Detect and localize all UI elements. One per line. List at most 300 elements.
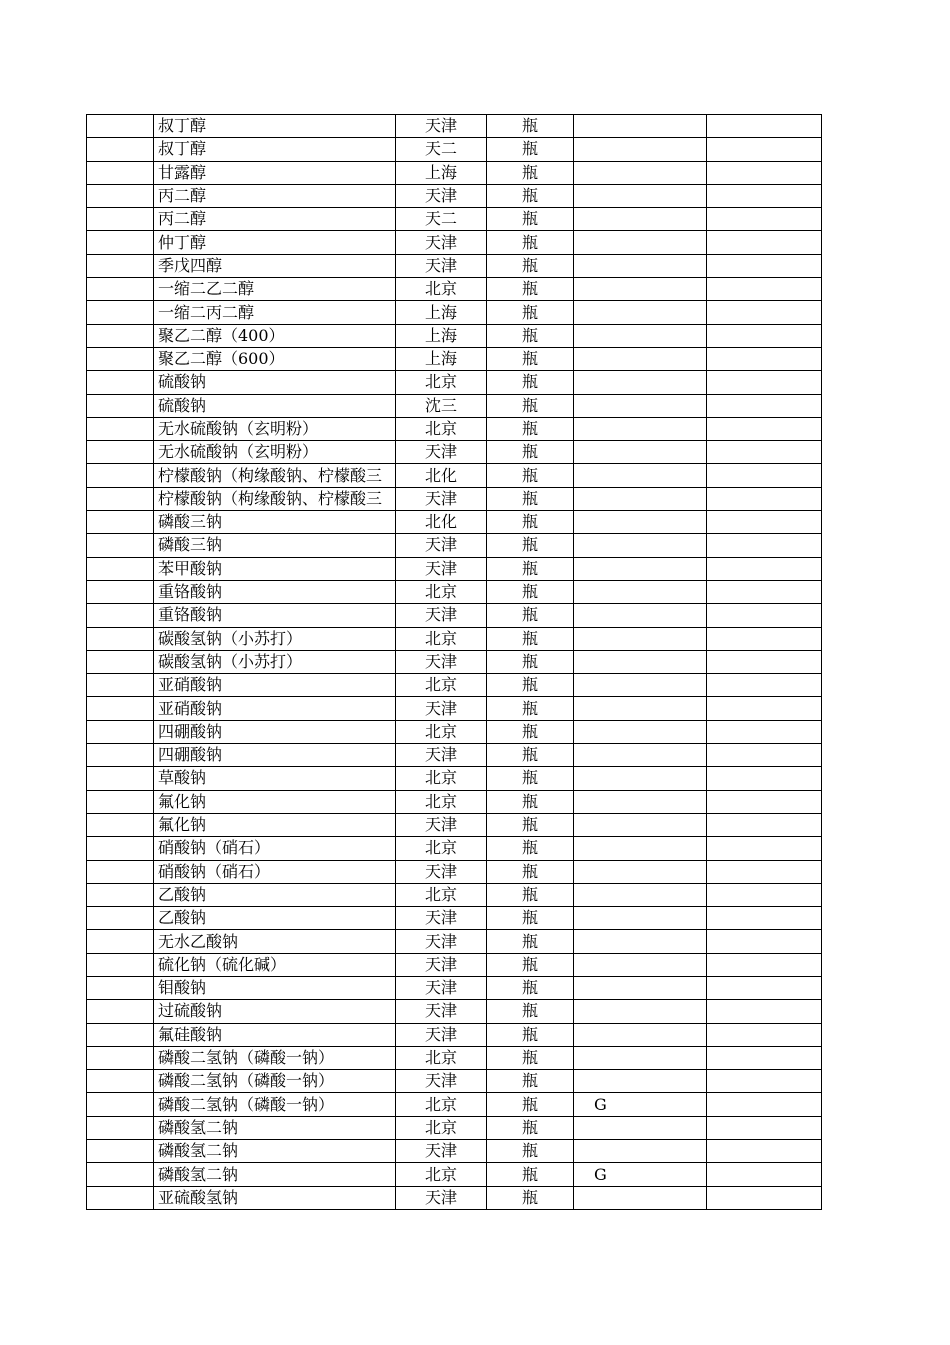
notes-cell — [707, 1116, 822, 1139]
notes-cell — [707, 674, 822, 697]
grade-mark-cell — [574, 278, 707, 301]
origin-cell: 北京 — [396, 767, 487, 790]
index-cell — [87, 813, 154, 836]
origin-cell: 天津 — [396, 650, 487, 673]
table-row — [87, 1116, 822, 1139]
unit-cell: 瓶 — [487, 511, 574, 534]
unit-cell: 瓶 — [487, 208, 574, 231]
reagent-name-cell: 仲丁醇 — [154, 231, 396, 254]
reagent-name-cell: 叔丁醇 — [154, 115, 396, 138]
origin-cell: 北京 — [396, 278, 487, 301]
origin-cell: 北京 — [396, 1046, 487, 1069]
reagent-name-cell: 氟化钠 — [154, 790, 396, 813]
table-row — [87, 511, 822, 534]
unit-cell: 瓶 — [487, 627, 574, 650]
grade-mark-cell — [574, 115, 707, 138]
table-row — [87, 417, 822, 440]
notes-cell — [707, 115, 822, 138]
unit-cell: 瓶 — [487, 697, 574, 720]
notes-cell — [707, 860, 822, 883]
unit-cell: 瓶 — [487, 324, 574, 347]
notes-cell — [707, 511, 822, 534]
origin-cell: 天津 — [396, 557, 487, 580]
table-row — [87, 604, 822, 627]
table-row — [87, 278, 822, 301]
reagent-name-cell: 四硼酸钠 — [154, 744, 396, 767]
reagent-name-cell: 亚硝酸钠 — [154, 674, 396, 697]
index-cell — [87, 184, 154, 207]
table-row — [87, 1093, 822, 1116]
reagent-name-cell: 草酸钠 — [154, 767, 396, 790]
origin-cell: 北京 — [396, 417, 487, 440]
grade-mark-cell — [574, 720, 707, 743]
reagent-name-cell: 四硼酸钠 — [154, 720, 396, 743]
table-row — [87, 907, 822, 930]
index-cell — [87, 1140, 154, 1163]
index-cell — [87, 324, 154, 347]
grade-mark-cell — [574, 627, 707, 650]
reagent-name-cell: 乙酸钠 — [154, 883, 396, 906]
origin-cell: 天津 — [396, 1000, 487, 1023]
reagent-name-cell: 硫化钠（硫化碱） — [154, 953, 396, 976]
index-cell — [87, 1070, 154, 1093]
reagent-name-cell: 无水硫酸钠（玄明粉） — [154, 417, 396, 440]
notes-cell — [707, 1186, 822, 1209]
origin-cell: 天津 — [396, 231, 487, 254]
unit-cell: 瓶 — [487, 184, 574, 207]
notes-cell — [707, 1070, 822, 1093]
origin-cell: 天津 — [396, 907, 487, 930]
index-cell — [87, 767, 154, 790]
table-row — [87, 1163, 822, 1186]
grade-mark-cell — [574, 883, 707, 906]
index-cell — [87, 650, 154, 673]
unit-cell: 瓶 — [487, 347, 574, 370]
reagent-name-cell: 硫酸钠 — [154, 394, 396, 417]
reagent-name-cell: 聚乙二醇（400） — [154, 324, 396, 347]
reagent-name-cell: 磷酸二氢钠（磷酸一钠） — [154, 1046, 396, 1069]
notes-cell — [707, 324, 822, 347]
notes-cell — [707, 1023, 822, 1046]
unit-cell: 瓶 — [487, 161, 574, 184]
unit-cell: 瓶 — [487, 976, 574, 999]
index-cell — [87, 1093, 154, 1116]
table-row — [87, 953, 822, 976]
unit-cell: 瓶 — [487, 1023, 574, 1046]
index-cell — [87, 394, 154, 417]
grade-mark-cell — [574, 511, 707, 534]
index-cell — [87, 464, 154, 487]
table-row — [87, 837, 822, 860]
origin-cell: 北京 — [396, 1163, 487, 1186]
reagent-name-cell: 丙二醇 — [154, 184, 396, 207]
grade-mark-cell — [574, 1186, 707, 1209]
index-cell — [87, 441, 154, 464]
grade-mark-cell — [574, 1046, 707, 1069]
grade-mark-cell — [574, 417, 707, 440]
origin-cell: 北京 — [396, 790, 487, 813]
grade-mark-cell — [574, 697, 707, 720]
grade-mark-cell — [574, 324, 707, 347]
notes-cell — [707, 371, 822, 394]
origin-cell: 北京 — [396, 371, 487, 394]
origin-cell: 北化 — [396, 511, 487, 534]
notes-cell — [707, 417, 822, 440]
table-row — [87, 138, 822, 161]
origin-cell: 北京 — [396, 627, 487, 650]
origin-cell: 北京 — [396, 1116, 487, 1139]
notes-cell — [707, 231, 822, 254]
index-cell — [87, 487, 154, 510]
grade-mark-cell — [574, 231, 707, 254]
index-cell — [87, 208, 154, 231]
table-row — [87, 883, 822, 906]
grade-mark-cell — [574, 976, 707, 999]
reagent-name-cell: 季戊四醇 — [154, 254, 396, 277]
unit-cell: 瓶 — [487, 907, 574, 930]
index-cell — [87, 720, 154, 743]
table-row — [87, 254, 822, 277]
origin-cell: 上海 — [396, 301, 487, 324]
notes-cell — [707, 534, 822, 557]
unit-cell: 瓶 — [487, 604, 574, 627]
grade-mark-cell — [574, 767, 707, 790]
origin-cell: 上海 — [396, 324, 487, 347]
table-row — [87, 301, 822, 324]
unit-cell: 瓶 — [487, 115, 574, 138]
grade-mark-cell — [574, 441, 707, 464]
reagent-name-cell: 磷酸二氢钠（磷酸一钠） — [154, 1070, 396, 1093]
origin-cell: 天二 — [396, 208, 487, 231]
unit-cell: 瓶 — [487, 441, 574, 464]
grade-mark-cell — [574, 347, 707, 370]
table-row — [87, 208, 822, 231]
unit-cell: 瓶 — [487, 371, 574, 394]
index-cell — [87, 534, 154, 557]
index-cell — [87, 604, 154, 627]
unit-cell: 瓶 — [487, 744, 574, 767]
notes-cell — [707, 1163, 822, 1186]
table-row — [87, 767, 822, 790]
notes-cell — [707, 278, 822, 301]
table-row — [87, 161, 822, 184]
notes-cell — [707, 697, 822, 720]
origin-cell: 天津 — [396, 1070, 487, 1093]
origin-cell: 天津 — [396, 441, 487, 464]
grade-mark-cell — [574, 557, 707, 580]
origin-cell: 天津 — [396, 860, 487, 883]
grade-mark-cell — [574, 394, 707, 417]
table-row — [87, 231, 822, 254]
index-cell — [87, 907, 154, 930]
table-row — [87, 557, 822, 580]
grade-mark-cell — [574, 604, 707, 627]
origin-cell: 北京 — [396, 837, 487, 860]
grade-mark-cell — [574, 301, 707, 324]
unit-cell: 瓶 — [487, 254, 574, 277]
unit-cell: 瓶 — [487, 1163, 574, 1186]
grade-mark-cell — [574, 860, 707, 883]
notes-cell — [707, 1140, 822, 1163]
notes-cell — [707, 394, 822, 417]
unit-cell: 瓶 — [487, 883, 574, 906]
unit-cell: 瓶 — [487, 837, 574, 860]
grade-mark-cell — [574, 813, 707, 836]
index-cell — [87, 161, 154, 184]
unit-cell: 瓶 — [487, 487, 574, 510]
table-row — [87, 1046, 822, 1069]
reagent-name-cell: 一缩二丙二醇 — [154, 301, 396, 324]
table-row — [87, 930, 822, 953]
unit-cell: 瓶 — [487, 534, 574, 557]
table-row — [87, 441, 822, 464]
notes-cell — [707, 301, 822, 324]
index-cell — [87, 744, 154, 767]
unit-cell: 瓶 — [487, 1000, 574, 1023]
origin-cell: 天津 — [396, 184, 487, 207]
notes-cell — [707, 790, 822, 813]
index-cell — [87, 1023, 154, 1046]
grade-mark-cell — [574, 744, 707, 767]
grade-mark-cell — [574, 1140, 707, 1163]
unit-cell: 瓶 — [487, 953, 574, 976]
notes-cell — [707, 1046, 822, 1069]
reagent-name-cell: 氟硅酸钠 — [154, 1023, 396, 1046]
notes-cell — [707, 138, 822, 161]
origin-cell: 天二 — [396, 138, 487, 161]
grade-mark-cell — [574, 580, 707, 603]
reagent-name-cell: 亚硝酸钠 — [154, 697, 396, 720]
notes-cell — [707, 720, 822, 743]
reagent-name-cell: 苯甲酸钠 — [154, 557, 396, 580]
unit-cell: 瓶 — [487, 1093, 574, 1116]
reagent-name-cell: 重铬酸钠 — [154, 604, 396, 627]
reagent-name-cell: 无水乙酸钠 — [154, 930, 396, 953]
inventory-table — [86, 114, 822, 1210]
origin-cell: 沈三 — [396, 394, 487, 417]
reagent-name-cell: 磷酸三钠 — [154, 534, 396, 557]
reagent-name-cell: 硝酸钠（硝石） — [154, 860, 396, 883]
table-row — [87, 487, 822, 510]
reagent-name-cell: 无水硫酸钠（玄明粉） — [154, 441, 396, 464]
grade-mark-cell — [574, 674, 707, 697]
grade-mark-cell — [574, 930, 707, 953]
reagent-name-cell: 亚硫酸氢钠 — [154, 1186, 396, 1209]
notes-cell — [707, 813, 822, 836]
index-cell — [87, 976, 154, 999]
notes-cell — [707, 953, 822, 976]
notes-cell — [707, 557, 822, 580]
index-cell — [87, 301, 154, 324]
reagent-name-cell: 磷酸三钠 — [154, 511, 396, 534]
notes-cell — [707, 883, 822, 906]
reagent-name-cell: 磷酸二氢钠（磷酸一钠） — [154, 1093, 396, 1116]
reagent-name-cell: 硝酸钠（硝石） — [154, 837, 396, 860]
origin-cell: 北京 — [396, 720, 487, 743]
table-row — [87, 184, 822, 207]
index-cell — [87, 1163, 154, 1186]
unit-cell: 瓶 — [487, 1186, 574, 1209]
index-cell — [87, 1186, 154, 1209]
unit-cell: 瓶 — [487, 557, 574, 580]
unit-cell: 瓶 — [487, 1046, 574, 1069]
grade-mark-cell — [574, 1023, 707, 1046]
notes-cell — [707, 627, 822, 650]
unit-cell: 瓶 — [487, 1070, 574, 1093]
table-row — [87, 627, 822, 650]
origin-cell: 北化 — [396, 464, 487, 487]
table-row — [87, 1140, 822, 1163]
notes-cell — [707, 441, 822, 464]
origin-cell: 天津 — [396, 254, 487, 277]
index-cell — [87, 697, 154, 720]
notes-cell — [707, 208, 822, 231]
inventory-table-body — [87, 115, 822, 1210]
index-cell — [87, 883, 154, 906]
reagent-name-cell: 碳酸氢钠（小苏打） — [154, 627, 396, 650]
table-row — [87, 371, 822, 394]
unit-cell: 瓶 — [487, 580, 574, 603]
grade-mark-cell — [574, 161, 707, 184]
table-row — [87, 347, 822, 370]
unit-cell: 瓶 — [487, 674, 574, 697]
index-cell — [87, 790, 154, 813]
reagent-name-cell: 磷酸氢二钠 — [154, 1163, 396, 1186]
table-row — [87, 744, 822, 767]
origin-cell: 天津 — [396, 1140, 487, 1163]
table-row — [87, 790, 822, 813]
table-row — [87, 720, 822, 743]
unit-cell: 瓶 — [487, 1140, 574, 1163]
index-cell — [87, 1000, 154, 1023]
origin-cell: 北京 — [396, 883, 487, 906]
origin-cell: 上海 — [396, 347, 487, 370]
notes-cell — [707, 1000, 822, 1023]
table-row — [87, 1000, 822, 1023]
index-cell — [87, 580, 154, 603]
notes-cell — [707, 976, 822, 999]
unit-cell: 瓶 — [487, 301, 574, 324]
notes-cell — [707, 604, 822, 627]
table-row — [87, 697, 822, 720]
origin-cell: 北京 — [396, 674, 487, 697]
notes-cell — [707, 254, 822, 277]
unit-cell: 瓶 — [487, 1116, 574, 1139]
notes-cell — [707, 161, 822, 184]
reagent-name-cell: 过硫酸钠 — [154, 1000, 396, 1023]
reagent-name-cell: 乙酸钠 — [154, 907, 396, 930]
origin-cell: 天津 — [396, 697, 487, 720]
index-cell — [87, 930, 154, 953]
unit-cell: 瓶 — [487, 930, 574, 953]
unit-cell: 瓶 — [487, 278, 574, 301]
unit-cell: 瓶 — [487, 767, 574, 790]
reagent-name-cell: 碳酸氢钠（小苏打） — [154, 650, 396, 673]
index-cell — [87, 837, 154, 860]
reagent-name-cell: 硫酸钠 — [154, 371, 396, 394]
table-row — [87, 650, 822, 673]
grade-mark-cell — [574, 184, 707, 207]
reagent-name-cell: 叔丁醇 — [154, 138, 396, 161]
origin-cell: 天津 — [396, 534, 487, 557]
reagent-name-cell: 丙二醇 — [154, 208, 396, 231]
notes-cell — [707, 650, 822, 673]
table-row — [87, 1070, 822, 1093]
grade-mark-cell — [574, 371, 707, 394]
unit-cell: 瓶 — [487, 790, 574, 813]
notes-cell — [707, 347, 822, 370]
origin-cell: 天津 — [396, 487, 487, 510]
index-cell — [87, 511, 154, 534]
grade-mark-cell — [574, 1116, 707, 1139]
index-cell — [87, 557, 154, 580]
index-cell — [87, 674, 154, 697]
origin-cell: 天津 — [396, 115, 487, 138]
unit-cell: 瓶 — [487, 464, 574, 487]
grade-mark-cell — [574, 464, 707, 487]
index-cell — [87, 115, 154, 138]
origin-cell: 天津 — [396, 1023, 487, 1046]
grade-mark-cell — [574, 208, 707, 231]
table-row — [87, 860, 822, 883]
notes-cell — [707, 930, 822, 953]
index-cell — [87, 1046, 154, 1069]
table-row — [87, 464, 822, 487]
unit-cell: 瓶 — [487, 650, 574, 673]
unit-cell: 瓶 — [487, 138, 574, 161]
origin-cell: 上海 — [396, 161, 487, 184]
reagent-name-cell: 聚乙二醇（600） — [154, 347, 396, 370]
grade-mark-cell: G — [574, 1093, 707, 1116]
index-cell — [87, 347, 154, 370]
index-cell — [87, 231, 154, 254]
index-cell — [87, 860, 154, 883]
origin-cell: 天津 — [396, 744, 487, 767]
grade-mark-cell — [574, 650, 707, 673]
notes-cell — [707, 767, 822, 790]
index-cell — [87, 138, 154, 161]
reagent-name-cell: 钼酸钠 — [154, 976, 396, 999]
reagent-name-cell: 柠檬酸钠（枸缘酸钠、柠檬酸三 — [154, 464, 396, 487]
unit-cell: 瓶 — [487, 860, 574, 883]
index-cell — [87, 254, 154, 277]
reagent-name-cell: 磷酸氢二钠 — [154, 1140, 396, 1163]
table-row — [87, 534, 822, 557]
unit-cell: 瓶 — [487, 231, 574, 254]
grade-mark-cell — [574, 1000, 707, 1023]
notes-cell — [707, 744, 822, 767]
index-cell — [87, 627, 154, 650]
index-cell — [87, 953, 154, 976]
origin-cell: 天津 — [396, 1186, 487, 1209]
origin-cell: 天津 — [396, 604, 487, 627]
notes-cell — [707, 1093, 822, 1116]
reagent-name-cell: 一缩二乙二醇 — [154, 278, 396, 301]
origin-cell: 天津 — [396, 813, 487, 836]
table-row — [87, 813, 822, 836]
origin-cell: 天津 — [396, 930, 487, 953]
index-cell — [87, 371, 154, 394]
table-row — [87, 115, 822, 138]
unit-cell: 瓶 — [487, 394, 574, 417]
index-cell — [87, 417, 154, 440]
reagent-name-cell: 磷酸氢二钠 — [154, 1116, 396, 1139]
origin-cell: 北京 — [396, 1093, 487, 1116]
grade-mark-cell — [574, 953, 707, 976]
origin-cell: 北京 — [396, 580, 487, 603]
notes-cell — [707, 837, 822, 860]
grade-mark-cell — [574, 534, 707, 557]
